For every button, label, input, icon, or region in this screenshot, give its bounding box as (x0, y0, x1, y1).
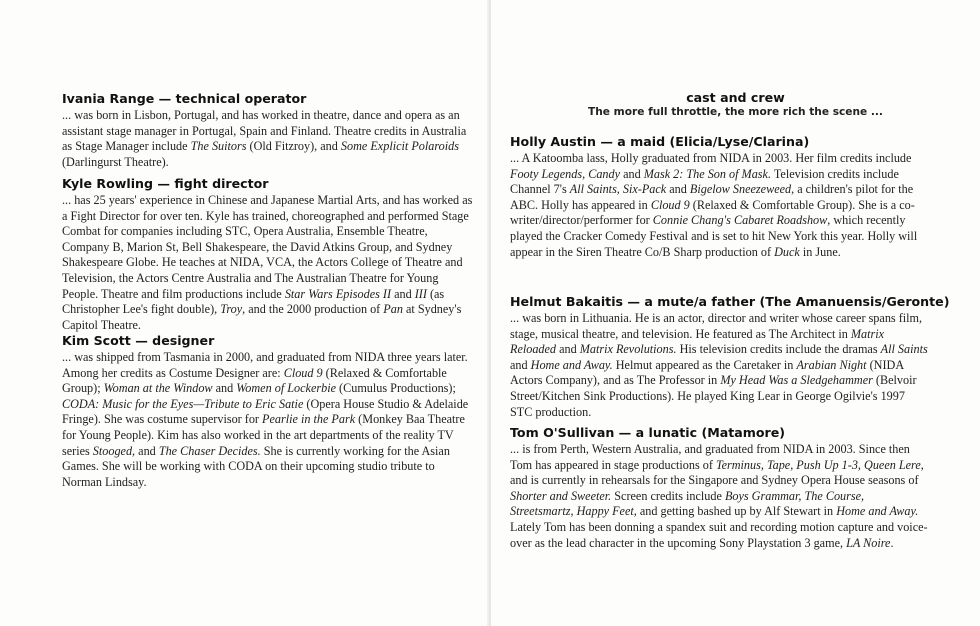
bio-heading: Kyle Rowling — fight director (62, 176, 269, 191)
title-text: Troy (220, 302, 243, 317)
bio-heading: Tom O'Sullivan — a lunatic (Matamore) (510, 425, 786, 440)
bio-text: ... A Katoomba lass, Holly graduated from NIDA in 2003. Her film credits include Footy Legends, Candy and Mask 2: The Son of Mask. Television credits include Channel 7's All Saints, Six-Pack and Bigelow Sneezeweed, a children's pilot for the ABC. Holly has appeared in Cloud 9 (Relaxed & Comfortable Group). She is a co-writer/director/performer for Connie Chang's Cabaret Roadshow, which recently played the Cracker Comedy Festival and is set to hit New York this year. Holly will appear in the Siren Theatre Co/B Sharp production of Duck in June. (510, 151, 918, 259)
bio-entry (510, 134, 930, 260)
title-text: Some Explicit Polaroids (340, 139, 459, 154)
title-text: Bigelow Sneezeweed (689, 182, 792, 197)
title-text: Terminus, Tape, Push Up 1-3, Queen Lere (715, 457, 921, 472)
bio-text: ... was shipped from Tasmania in 2000, and graduated from NIDA three years later. Among her credits as Costume Designer are: Cloud 9 (Relaxed & Comfortable Group); Woman at the Window and Women of Lockerbie (Cumulus Productions); CODA: Music for the Eyes—Tribute to Eric Satie (Opera House Studio & Adelaide Fringe). She was costume supervisor for Pearlie in the Park (Monkey Baa Theatre for Young People). Kim has also worked in the art departments of the reality TV series Stooged, and The Chaser Decides. She is currently working for the Asian Games. She will be working with CODA on their upcoming studio tribute to Norman Lindsay. (62, 350, 469, 489)
title-text: Footy Legends, Candy (510, 166, 621, 181)
title-text: Connie Chang's Cabaret Roadshow (652, 213, 828, 228)
bio-entry (62, 91, 476, 170)
title-text: Boys Grammar, The Course, Streetsmartz, Happy Feet (510, 488, 865, 519)
title-text: All Saints, Six-Pack (569, 182, 667, 197)
title-text: Matrix Reloaded (510, 326, 885, 357)
title-text: LA Noire (846, 535, 891, 550)
section-title: cast and crew (686, 90, 785, 105)
bio-text: ... was born in Lisbon, Portugal, and has worked in theatre, dance and opera as an assistant stage manager in Portugal, Spain and Finland. Theatre credits in Australia as Stage Manager include The Suitors (Old Fitzroy), and Some Explicit Polaroids (Darlingurst Theatre). (62, 108, 467, 169)
title-text: Women of Lockerbie (236, 381, 336, 396)
bio-entry (62, 333, 476, 490)
title-text: Woman at the Window (103, 381, 213, 396)
title-text: The Suitors (190, 139, 247, 154)
title-text: Duck (774, 244, 800, 259)
title-text: Cloud 9 (650, 197, 690, 212)
title-text: My Head Was a Sledgehammer (720, 373, 873, 388)
title-text: Shorter and Sweeter. (510, 488, 612, 503)
title-text: Matrix Revolutions. (579, 342, 677, 357)
title-text: Pearlie in the Park (262, 412, 356, 427)
title-text: Stooged, (92, 443, 136, 458)
bio-entry (62, 176, 476, 333)
section-subtitle: The more full throttle, the more rich the scene ... (588, 106, 883, 118)
title-text: Home and Away. (530, 357, 613, 372)
title-text: Pan (383, 302, 403, 317)
bio-heading: Holly Austin — a maid (Elicia/Lyse/Clarina) (510, 134, 810, 149)
bio-entry (510, 294, 950, 420)
title-text: Home and Away. (836, 504, 919, 519)
bio-heading: Helmut Bakaitis — a mute/a father (The Amanuensis/Geronte) (510, 294, 950, 309)
title-text: CODA: Music for the Eyes—Tribute to Eric Satie (62, 396, 304, 411)
bio-text: ... has 25 years' experience in Chinese and Japanese Martial Arts, and has worked as a Fight Director for over ten. Kyle has trained, choreographed and performed Stage Combat for companies including STC, Opera Australia, Ensemble Theatre, Company B, Marion St, Bell Shakespeare, the David Atkins Group, and Sydney Shakespeare Globe. He teaches at NIDA, VCA, the Actors College of Theatre and Television, the Actors Centre Australia and The Australian Theatre for Young People. Theatre and film productions include Star Wars Episodes II and III (as Christopher Lee's fight double), Troy, and the 2000 production of Pan at Sydney's Capitol Theatre. (62, 193, 473, 332)
bio-entry (510, 425, 930, 551)
bio-text: ... was born in Lithuania. He is an actor, director and writer whose career spans film, stage, musical theatre, and television. He featured as The Architect in Matrix Reloaded and Matrix Revolutions. His television credits include the dramas All Saints and Home and Away. Helmut appeared as the Caretaker in Arabian Night (NIDA Actors Company), and as The Professor in My Head Was a Sledgehammer (Belvoir Street/Kitchen Sink Productions). He played King Lear in George Ogilvie's 1997 STC production. (510, 311, 928, 419)
title-text: All Saints (880, 342, 928, 357)
title-text: Mask 2: The Son of Mask. (643, 166, 771, 181)
title-text: Cloud 9 (283, 365, 323, 380)
title-text: Star Wars Episodes II (284, 286, 392, 301)
title-text: III (414, 286, 427, 301)
bio-heading: Kim Scott — designer (62, 333, 215, 348)
title-text: The Chaser Decides. (158, 443, 261, 458)
bio-text: ... is from Perth, Western Australia, and graduated from NIDA in 2003. Since then Tom has appeared in stage productions of Terminus, Tape, Push Up 1-3, Queen Lere, and is currently in rehearsals for the Singapore and Sydney Opera House seasons of Shorter and Sweeter. Screen credits include Boys Grammar, The Course, Streetsmartz, Happy Feet, and getting bashed up by Alf Stewart in Home and Away. Lately Tom has been donning a spandex suit and recording motion capture and voice-over as the lead character in the upcoming Sony Playstation 3 game, LA Noire. (510, 442, 928, 550)
title-text: Arabian Night (796, 357, 867, 372)
bio-heading: Ivania Range — technical operator (62, 91, 307, 106)
